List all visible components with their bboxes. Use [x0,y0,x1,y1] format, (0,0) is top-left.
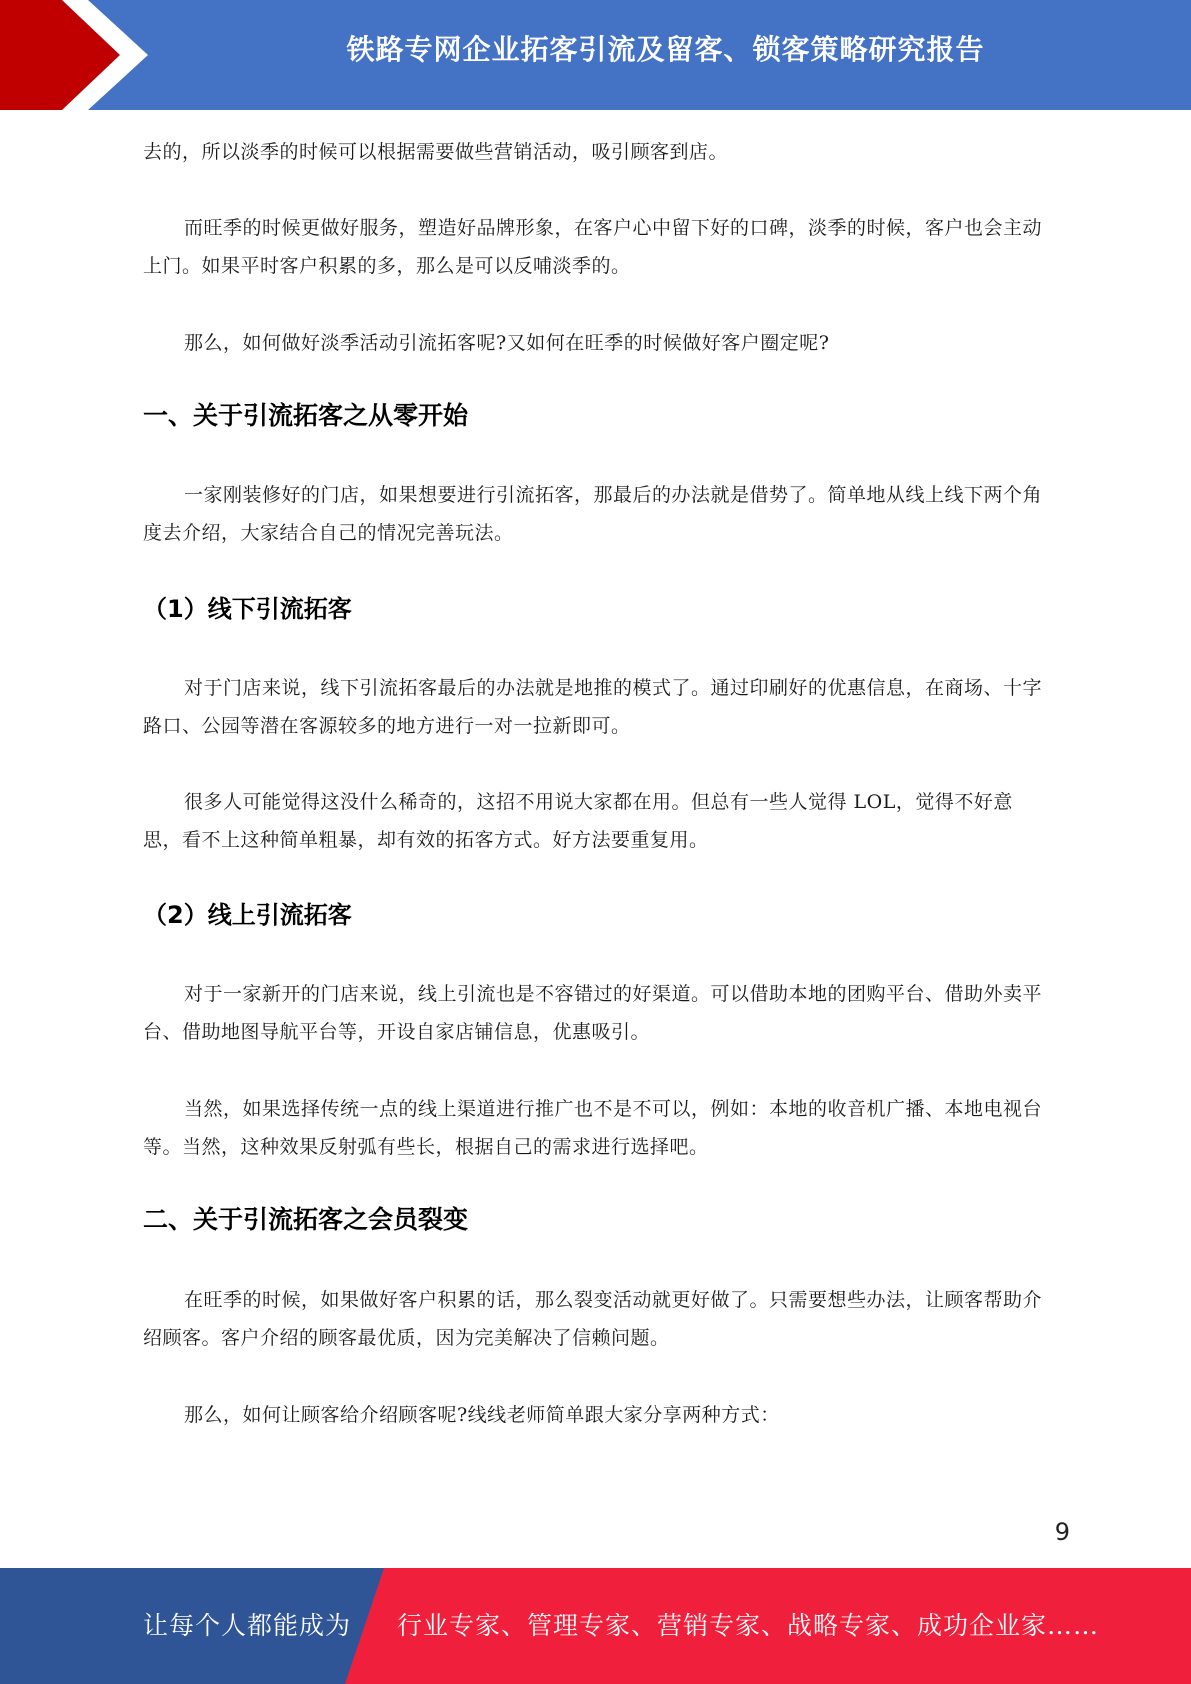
footer-slogan-left: 让每个人都能成为 [143,1611,352,1640]
section-heading-2: 二、关于引流拓客之会员裂变 [143,1205,469,1234]
paragraph-2: 而旺季的时候更做好服务，塑造好品牌形象，在客户心中留下好的口碑，淡季的时候，客户也会主动上门。如果平时客户积累的多，那么是可以反哺淡季的。 [143,217,1043,277]
page-header [0,0,1191,110]
paragraph-6: 很多人可能觉得这没什么稀奇的，这招不用说大家都在用。但总有一些人觉得 LOL，觉得不好意思，看不上这种简单粗暴，却有效的拓客方式。好方法要重复用。 [143,791,1013,851]
section-heading-1: 一、关于引流拓客之从零开始 [143,401,469,430]
page-number: 9 [1054,1518,1070,1546]
paragraph-4: 一家刚装修好的门店，如果想要进行引流拓客，那最后的办法就是借势了。简单地从线上线下两个角度去介绍，大家结合自己的情况完善玩法。 [143,484,1043,544]
paragraph-9: 在旺季的时候，如果做好客户积累的话，那么裂变活动就更好做了。只需要想些办法，让顾客帮助介绍顾客。客户介绍的顾客最优质，因为完美解决了信赖问题。 [143,1289,1043,1349]
header-title: 铁路专网企业拓客引流及留客、锁客策略研究报告 [346,33,985,66]
subsection-heading-1: （1）线下引流拓客 [143,595,352,623]
paragraph-8: 当然，如果选择传统一点的线上渠道进行推广也不是不可以，例如：本地的收音机广播、本地电视台等。当然，这种效果反射弧有些长，根据自己的需求进行选择吧。 [143,1098,1043,1158]
paragraph-10: 那么，如何让顾客给介绍顾客呢?线线老师简单跟大家分享两种方式： [184,1404,780,1426]
paragraph-1: 去的，所以淡季的时候可以根据需要做些营销活动，吸引顾客到店。 [143,141,729,163]
paragraph-3: 那么，如何做好淡季活动引流拓客呢?又如何在旺季的时候做好客户圈定呢? [184,332,830,354]
paragraph-5: 对于门店来说，线下引流拓客最后的办法就是地推的模式了。通过印刷好的优惠信息，在商场、十字路口、公园等潜在客源较多的地方进行一对一拉新即可。 [143,677,1043,737]
footer-slogan-right: 行业专家、管理专家、营销专家、战略专家、成功企业家…… [397,1611,1100,1640]
paragraph-7: 对于一家新开的门店来说，线上引流也是不容错过的好渠道。可以借助本地的团购平台、借助外卖平台、借助地图导航平台等，开设自家店铺信息，优惠吸引。 [143,983,1043,1043]
subsection-heading-2: （2）线上引流拓客 [143,901,352,929]
page-footer [0,1568,1191,1684]
